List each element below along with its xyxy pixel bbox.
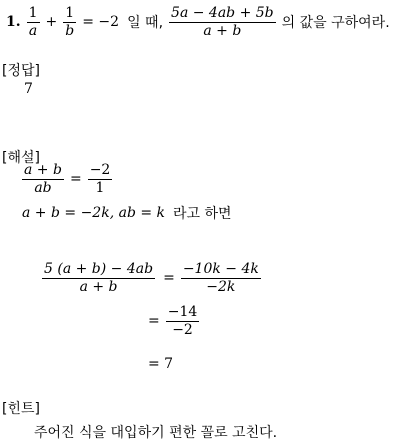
numerator: 1 bbox=[65, 4, 75, 21]
hint-text: 주어진 식을 대입하기 편한 꼴로 고친다. bbox=[34, 425, 278, 441]
computation-line1 bbox=[40, 262, 263, 294]
target-expression bbox=[169, 6, 276, 38]
denominator: b bbox=[65, 22, 75, 39]
equals-sign: = bbox=[69, 171, 82, 188]
solution-step2 bbox=[22, 203, 232, 223]
fraction-1-over-a bbox=[27, 6, 40, 38]
numerator: a + b bbox=[24, 162, 62, 178]
denominator: 1 bbox=[95, 179, 105, 196]
substitution-math: a + b = −2k, ab = k bbox=[22, 205, 166, 221]
computation-result: = 7 bbox=[148, 356, 174, 372]
rhs2-fraction bbox=[166, 305, 200, 337]
numerator: −14 bbox=[167, 304, 198, 320]
numerator: 5 (a + b) − 4ab bbox=[44, 261, 154, 277]
problem-statement bbox=[6, 2, 390, 42]
solution-step1 bbox=[20, 163, 114, 195]
answer-value: 7 bbox=[24, 81, 33, 97]
denominator: a bbox=[28, 22, 38, 39]
denominator: a + b bbox=[203, 22, 242, 39]
fraction-minus2-over-1 bbox=[88, 163, 113, 195]
computation-line2 bbox=[148, 305, 201, 337]
solution-header: [해설] bbox=[2, 150, 40, 166]
denominator: a + b bbox=[79, 278, 118, 295]
denominator: ab bbox=[34, 179, 52, 196]
condition-text: 일 때, bbox=[127, 15, 164, 31]
fraction-sum-over-product bbox=[22, 163, 64, 195]
equals-value: = −2 bbox=[82, 14, 120, 30]
rhs1-fraction bbox=[181, 262, 261, 294]
hint-header: [힌트] bbox=[2, 401, 40, 417]
answer-header: [정답] bbox=[2, 63, 40, 79]
numerator: 5a − 4ab + 5b bbox=[171, 4, 274, 21]
numerator: −10k − 4k bbox=[182, 261, 259, 277]
substitution-text: 라고 하면 bbox=[173, 206, 232, 222]
problem-number: 1. bbox=[6, 14, 21, 30]
equals-sign: = bbox=[163, 270, 175, 287]
numerator: −2 bbox=[89, 162, 111, 178]
plus-sign: + bbox=[45, 14, 58, 30]
denominator: −2 bbox=[172, 321, 193, 338]
denominator: −2k bbox=[206, 278, 236, 295]
numerator: 1 bbox=[28, 4, 38, 21]
equals-sign: = bbox=[148, 313, 160, 330]
big-lhs-fraction bbox=[42, 262, 155, 294]
question-text: 의 값을 구하여라. bbox=[281, 15, 390, 31]
fraction-1-over-b bbox=[63, 6, 76, 38]
